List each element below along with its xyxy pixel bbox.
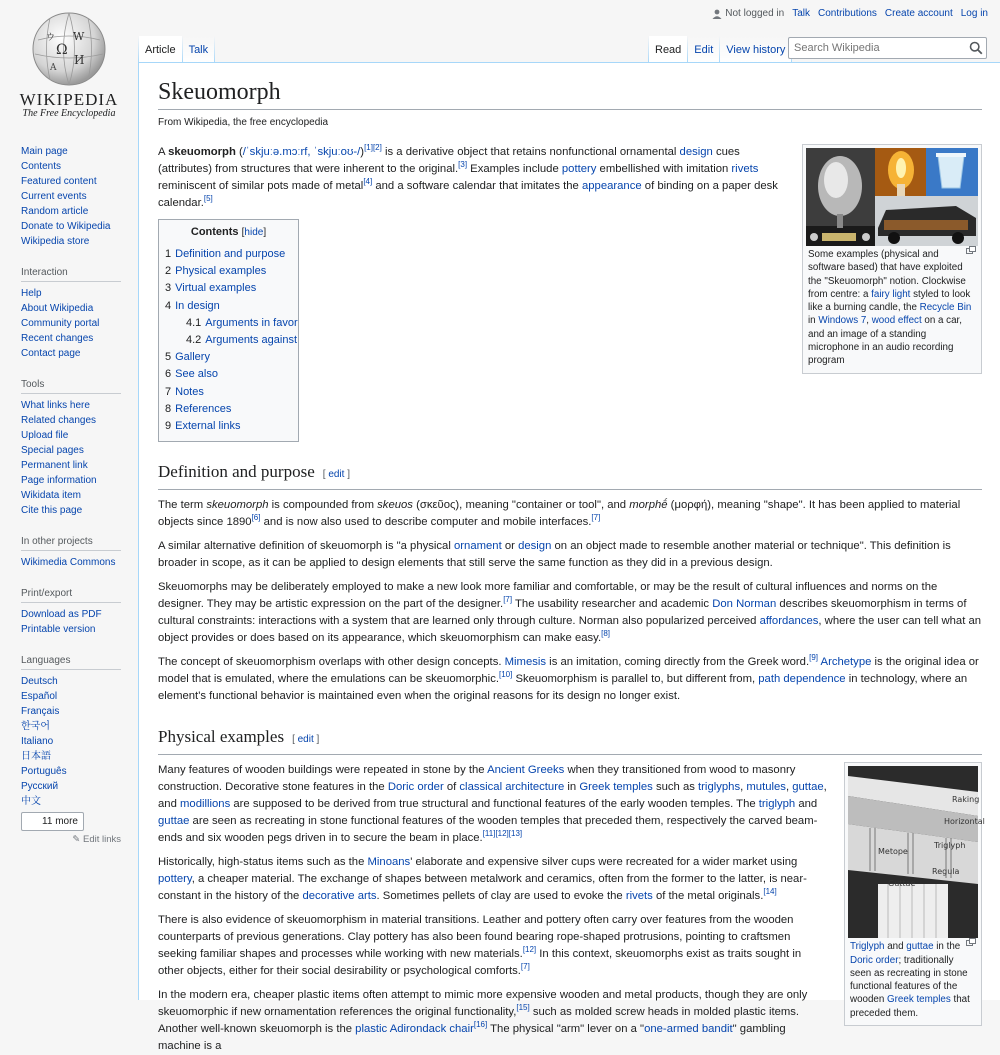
sidebar-heading-languages: Languages bbox=[21, 655, 121, 670]
edit-links-link[interactable]: Edit links bbox=[82, 834, 121, 845]
logo-tagline: The Free Encyclopedia bbox=[22, 108, 116, 119]
appearance-link[interactable]: appearance bbox=[581, 180, 642, 192]
guttae-link[interactable]: guttae bbox=[158, 815, 190, 828]
sidebar-item-wikidata-item[interactable]: Wikidata item bbox=[21, 490, 82, 501]
one-armed-bandit-link[interactable]: one-armed bandit bbox=[644, 1023, 733, 1036]
guttae-link[interactable]: guttae bbox=[906, 941, 934, 953]
lead-image-thumb bbox=[802, 144, 982, 374]
user-icon bbox=[712, 9, 722, 19]
sidebar-item-cite-page[interactable]: Cite this page bbox=[21, 505, 83, 516]
toc-item-number: 5 bbox=[165, 351, 172, 364]
sidebar-item-permanent-link[interactable]: Permanent link bbox=[21, 460, 88, 471]
doric-order-link[interactable]: Doric order bbox=[387, 781, 444, 794]
ref-link[interactable]: [16] bbox=[473, 1020, 488, 1030]
sidebar-item-lang-japanese[interactable]: 日本語 bbox=[21, 751, 51, 762]
rivets-link[interactable]: rivets bbox=[731, 163, 759, 175]
sidebar-item-lang-italiano[interactable]: Italiano bbox=[21, 736, 54, 747]
tab-article[interactable] bbox=[139, 36, 182, 63]
ref-link[interactable]: [14] bbox=[763, 887, 777, 897]
lead-paragraph: A skeuomorph (/ˈskjuːə.mɔːrf, ˈskjuːoʊ-/)[1][2] is a derivative object that retains nonfunctional ornamental design cues (attributes) from structures that were inherent to the original.[3] Examples include pottery embellished with imitation rivets reminiscent of similar pots made of metal[4] and a software calendar that imitates the appearance of binding on a paper desk calendar.[5] bbox=[158, 143, 778, 209]
sidebar-languages bbox=[21, 655, 121, 845]
skeuomorph-examples-image[interactable] bbox=[806, 148, 978, 246]
ref-link[interactable]: [5] bbox=[203, 194, 213, 204]
sidebar-item-featured-content[interactable]: Featured content bbox=[21, 176, 97, 187]
namespace-tabs bbox=[138, 36, 215, 62]
sidebar-item-donate[interactable]: Donate to Wikipedia bbox=[21, 221, 111, 232]
paragraph: There is also evidence of skeuomorphism in material transitions. Leather and pottery often carry over features from the wooden counterparts of previous generations. Clay pottery has also been found bearing rope-shaped protrusions, pointing to craftsmen seeking familiar shapes and processes while working with new materials.[12] In this context, skeuomorphs exist as traits sought in other objects, either for their social desirability or psychological comforts.[7] bbox=[158, 914, 802, 978]
create-account-link[interactable]: Create account bbox=[884, 8, 953, 19]
minoans-link[interactable]: Minoans bbox=[367, 856, 411, 869]
sidebar-navigation bbox=[21, 144, 121, 249]
mutules-link[interactable]: mutules bbox=[746, 781, 786, 794]
sidebar-item-lang-francais[interactable]: Français bbox=[21, 706, 60, 717]
sidebar-item-community-portal[interactable]: Community portal bbox=[21, 318, 100, 329]
fairy-light-link[interactable]: fairy light bbox=[871, 288, 911, 300]
classical-architecture-link[interactable]: classical architecture bbox=[459, 781, 565, 794]
triglyph-link[interactable]: triglyph bbox=[758, 798, 796, 811]
caption-text: styled to look like a burning candle, the bbox=[808, 288, 971, 314]
tab-read[interactable] bbox=[649, 36, 687, 63]
toc-list bbox=[165, 246, 298, 435]
toc-item-link[interactable]: References bbox=[175, 402, 232, 415]
toc-item-number: 7 bbox=[165, 385, 172, 398]
don-norman-link[interactable]: Don Norman bbox=[712, 598, 777, 611]
modillions-link[interactable]: modillions bbox=[180, 798, 231, 811]
diagram-label: Guttae bbox=[888, 879, 916, 889]
page-title: Skeuomorph bbox=[158, 77, 982, 110]
sidebar-item-about[interactable]: About Wikipedia bbox=[21, 303, 94, 314]
caption-text: Some examples (physical and software based) that have exploited the "Skeuomorph" notion. Clockwise from centre: a bbox=[808, 249, 966, 300]
sidebar-item-what-links-here[interactable]: What links here bbox=[21, 400, 90, 411]
sidebar-item-contents[interactable]: Contents bbox=[21, 161, 62, 172]
sidebar-item-upload-file[interactable]: Upload file bbox=[21, 430, 69, 441]
recycle-bin-link[interactable]: Recycle Bin bbox=[919, 302, 972, 314]
table-of-contents bbox=[158, 219, 299, 442]
tab-talk-label: Talk bbox=[188, 44, 209, 56]
ref-link[interactable]: [7] bbox=[520, 962, 530, 972]
sidebar-item-lang-russian[interactable]: Русский bbox=[21, 781, 59, 792]
toc-item[interactable] bbox=[165, 418, 292, 435]
caption-text: , bbox=[866, 315, 872, 327]
ref-link[interactable]: [11][12][13] bbox=[482, 829, 523, 839]
affordances-link[interactable]: affordances bbox=[759, 615, 819, 628]
toc-item-number: 9 bbox=[165, 420, 172, 433]
toc-item-number: 8 bbox=[165, 402, 172, 415]
ref-link[interactable]: [10] bbox=[498, 670, 513, 680]
toc-item[interactable] bbox=[165, 263, 292, 280]
sidebar-print-export bbox=[21, 588, 121, 637]
design-link[interactable]: design bbox=[518, 540, 552, 553]
tab-view-history[interactable] bbox=[720, 36, 791, 63]
sidebar-item-main-page[interactable]: Main page bbox=[21, 146, 68, 157]
sidebar-item-store[interactable]: Wikipedia store bbox=[21, 236, 90, 247]
toc-item-link[interactable]: Notes bbox=[175, 385, 204, 398]
tab-edit-label: Edit bbox=[694, 44, 714, 56]
sidebar-item-download-pdf[interactable]: Download as PDF bbox=[21, 609, 102, 620]
toc-item-number: 2 bbox=[165, 265, 172, 278]
toc-item-number: 4.2 bbox=[186, 334, 202, 347]
toc-item[interactable] bbox=[165, 332, 298, 349]
doric-caption: Triglyph and guttae in the Doric order; traditionally seen as recreating in stone functional features of the wooden Greek temples that preceded them. bbox=[848, 938, 978, 1022]
sidebar-item-related-changes[interactable]: Related changes bbox=[21, 415, 97, 426]
toc-item-number: 4 bbox=[165, 299, 172, 312]
search-box bbox=[788, 37, 987, 59]
ornament-link[interactable]: ornament bbox=[454, 540, 502, 553]
paragraph: Many features of wooden buildings were repeated in stone by the Ancient Greeks when they transitioned from wood to masonry construction. Decorative stone features in the Doric order of classical architecture in Greek temples such as triglyphs, mutules, guttae, and modillions are supposed to be derived from true structural and functional features of the early wooden temples. The triglyph and guttae are seen as recreating in stone functional features of the wooden temples that preceded them, respectively the carved beam-ends and six wooden pegs driven in to secure the beam in place.[11][12][13] bbox=[158, 764, 827, 845]
section-heading-physical: Physical examples [ edit ] bbox=[158, 725, 982, 755]
paragraph: A similar alternative definition of skeuomorph is "a physical ornament or design on an object made to resemble another material or technique". This definition is broader in scope, as it can be applied to design elements that still serve the same function as they did in a previous design. bbox=[158, 540, 951, 570]
toc-item-number: 4.1 bbox=[186, 316, 202, 329]
tab-read-label: Read bbox=[655, 44, 682, 56]
toc-item[interactable] bbox=[165, 401, 292, 418]
ref-link[interactable]: [4] bbox=[363, 177, 373, 187]
mimesis-link[interactable]: Mimesis bbox=[504, 656, 547, 669]
ref-link[interactable]: [7] bbox=[503, 595, 513, 605]
pencil-icon: ✎ bbox=[72, 834, 81, 845]
more-languages-label: 11 more bbox=[42, 816, 78, 827]
toc-item-link[interactable]: Arguments in favor bbox=[205, 316, 298, 329]
caption-text: in bbox=[808, 315, 819, 327]
greek-temples-link[interactable]: Greek temples bbox=[579, 781, 653, 794]
sidebar bbox=[0, 138, 138, 845]
diagram-label: Regula bbox=[932, 867, 960, 877]
toc-item-link[interactable]: Arguments against bbox=[205, 334, 298, 347]
ref-link[interactable]: [3] bbox=[458, 160, 468, 170]
toc-item-link[interactable]: In design bbox=[175, 299, 220, 312]
section-edit-link[interactable]: edit bbox=[297, 734, 314, 746]
sidebar-item-contact[interactable]: Contact page bbox=[21, 348, 81, 359]
tab-article-label: Article bbox=[145, 44, 176, 56]
sidebar-item-lang-chinese[interactable]: 中文 bbox=[21, 796, 41, 807]
doric-order-image[interactable] bbox=[848, 766, 985, 938]
doric-order-link[interactable]: Doric order bbox=[850, 954, 899, 966]
tab-edit[interactable] bbox=[688, 36, 719, 63]
svg-text:И: И bbox=[74, 53, 85, 67]
section-edit-link[interactable]: edit bbox=[328, 469, 345, 481]
triglyphs-link[interactable]: triglyphs bbox=[698, 781, 741, 794]
tab-view-history-label: View history bbox=[726, 44, 786, 56]
diagram-label: Metope bbox=[878, 847, 908, 857]
tab-talk[interactable] bbox=[183, 36, 215, 63]
toc-item-link[interactable]: Physical examples bbox=[175, 265, 267, 278]
sidebar-item-lang-portugues[interactable]: Português bbox=[21, 766, 67, 777]
ref-link[interactable]: [9] bbox=[809, 653, 819, 663]
article-content bbox=[138, 62, 1000, 1053]
ancient-greeks-link[interactable]: Ancient Greeks bbox=[487, 764, 565, 777]
sidebar-item-random-article[interactable]: Random article bbox=[21, 206, 89, 217]
enlarge-icon[interactable] bbox=[966, 246, 976, 254]
toc-item[interactable] bbox=[165, 384, 292, 401]
search-input[interactable] bbox=[789, 38, 959, 58]
triglyph-link[interactable]: Triglyph bbox=[850, 941, 885, 953]
not-logged-in bbox=[712, 8, 784, 19]
archetype-link[interactable]: Archetype bbox=[820, 656, 872, 669]
guttae-link[interactable]: guttae bbox=[792, 781, 824, 794]
toc-item-link[interactable]: Gallery bbox=[175, 351, 210, 364]
sidebar-interaction bbox=[21, 267, 121, 361]
toc-item-link[interactable]: Virtual examples bbox=[175, 282, 257, 295]
ref-link[interactable]: [7] bbox=[591, 513, 601, 523]
ref-link[interactable]: [15] bbox=[516, 1003, 530, 1013]
ref-link[interactable]: [8] bbox=[601, 629, 611, 639]
toc-item-number: 3 bbox=[165, 282, 172, 295]
toc-item-number: 1 bbox=[165, 248, 172, 260]
search-icon[interactable] bbox=[969, 41, 983, 55]
toc-item-link[interactable]: See also bbox=[175, 368, 218, 381]
sidebar-item-page-information[interactable]: Page information bbox=[21, 475, 97, 486]
toc-title-row: Contents [hide] bbox=[190, 226, 267, 238]
toc-title: Contents bbox=[190, 226, 239, 238]
adirondack-chair-link[interactable]: plastic Adirondack chair bbox=[355, 1023, 474, 1036]
pottery-link[interactable]: pottery bbox=[561, 163, 597, 175]
paragraph: The concept of skeuomorphism overlaps with other design concepts. Mimesis is an imitation, coming directly from the Greek word.[9] Archetype is the original idea or model that is emulated, where the emulations can be skeuomorphic.[10] Skeuomorphism is parallel to, but different from, path dependence in technology, where an element's functional behavior is maintained even when the original reasons for its design no longer exist. bbox=[158, 653, 979, 703]
paragraph: Historically, high-status items such as the Minoans' elaborate and expensive silver cups were recreated for a wider market using pottery, a cheaper material. The exchange of shapes between metalwork and ceramics, often from the former to the latter, is near-constant in the history of the decorative arts. Sometimes pellets of clay are used to evoke the rivets of the metal originals.[14] bbox=[158, 856, 807, 903]
rivets-link[interactable]: rivets bbox=[625, 890, 653, 903]
diagram-label: Raking bbox=[952, 795, 980, 805]
windows7-link[interactable]: Windows 7 bbox=[818, 315, 867, 327]
lead-image-caption bbox=[806, 246, 978, 370]
personal-tools bbox=[712, 8, 988, 19]
sidebar-item-recent-changes[interactable]: Recent changes bbox=[21, 333, 94, 344]
toc-item[interactable] bbox=[165, 298, 292, 315]
svg-text:W: W bbox=[73, 30, 85, 43]
toc-item[interactable] bbox=[165, 280, 292, 297]
sidebar-heading-print-export: Print/export bbox=[21, 588, 121, 603]
toc-item-link[interactable]: External links bbox=[175, 420, 241, 433]
diagram-label: Triglyph bbox=[934, 841, 966, 851]
toc-item-link[interactable]: Definition and purpose bbox=[175, 248, 286, 260]
svg-text:ウ: ウ bbox=[46, 33, 56, 43]
toc-item[interactable] bbox=[165, 246, 292, 263]
caption-text: on a car, and an image of a standing microphone in an audio recording program bbox=[808, 315, 962, 367]
greek-temples-link[interactable]: Greek temples bbox=[887, 994, 951, 1006]
sidebar-item-printable-version[interactable]: Printable version bbox=[21, 624, 96, 635]
enlarge-icon[interactable] bbox=[966, 938, 976, 946]
sidebar-item-wikimedia-commons[interactable]: Wikimedia Commons bbox=[21, 557, 116, 568]
diagram-label: Horizontal bbox=[944, 817, 985, 827]
not-logged-in-label: Not logged in bbox=[725, 8, 785, 19]
globe-icon bbox=[28, 10, 110, 88]
svg-text:A: A bbox=[50, 63, 57, 73]
lead-term: skeuomorph bbox=[168, 146, 236, 158]
sidebar-heading-other-projects: In other projects bbox=[21, 536, 121, 551]
wikipedia-logo[interactable] bbox=[0, 0, 138, 125]
log-in-link[interactable]: Log in bbox=[960, 8, 988, 19]
paragraph: The term skeuomorph is compounded from skeuos (σκεῦος), meaning "container or tool", and morphḗ (μορφή), meaning "shape". It has been applied to material objects since 1890[6] and is now also used to describe computer and mobile interfaces.[7] bbox=[158, 499, 961, 529]
ref-link[interactable]: [1][2] bbox=[364, 143, 382, 153]
view-tabs bbox=[648, 36, 792, 62]
site-subtitle: From Wikipedia, the free encyclopedia bbox=[158, 117, 329, 128]
wood-effect-link[interactable]: wood effect bbox=[871, 315, 922, 327]
design-link[interactable]: design bbox=[679, 146, 713, 158]
more-languages-button[interactable] bbox=[21, 812, 84, 831]
sidebar-item-lang-korean[interactable]: 한국어 bbox=[21, 721, 50, 732]
toc-hide-toggle[interactable]: hide bbox=[244, 227, 264, 238]
sidebar-heading-interaction: Interaction bbox=[21, 267, 121, 282]
sidebar-item-current-events[interactable]: Current events bbox=[21, 191, 87, 202]
toc-item[interactable] bbox=[165, 366, 292, 383]
sidebar-item-lang-deutsch[interactable]: Deutsch bbox=[21, 676, 58, 687]
ref-link[interactable]: [12] bbox=[522, 945, 537, 955]
paragraph: Skeuomorphs may be deliberately employed to make a new look more familiar and comfortable, or may be the result of cultural influences and norms on the designer. They may be artistic expression on the part of the designer.[7] The usability researcher and academic Don Norman describes skeuomorphism in terms of cultural constraints: interactions with a system that are learned only through culture. Norman also popularized perceived affordances, where the user can tell what an object provides or does based on its appearance, which skeuomorphism can make easy.[8] bbox=[158, 581, 982, 645]
ipa-link[interactable]: /ˈskjuːə.mɔːrf, ˈskjuːoʊ-/ bbox=[242, 146, 361, 158]
svg-text:Ω: Ω bbox=[56, 42, 68, 58]
sidebar-other-projects bbox=[21, 536, 121, 570]
paragraph: In the modern era, cheaper plastic items often attempt to mimic more expensive wooden and metal products, though they are only skeuomorphic if new ornamentation references the original functionality,[15] such as molded screw heads in molded plastic items. Another well-known skeuomorph is the plastic Adirondack chair[16] The physical "arm" lever on a "one-armed bandit" gambling machine is a bbox=[158, 989, 808, 1053]
ref-link[interactable]: [6] bbox=[251, 513, 261, 523]
sidebar-tools bbox=[21, 379, 121, 518]
sidebar-item-lang-espanol[interactable]: Español bbox=[21, 691, 58, 702]
toc-item[interactable] bbox=[165, 315, 298, 332]
toc-item-number: 6 bbox=[165, 368, 172, 381]
doric-order-thumb bbox=[844, 762, 985, 1026]
path-dependence-link[interactable]: path dependence bbox=[758, 673, 846, 686]
sidebar-item-special-pages[interactable]: Special pages bbox=[21, 445, 84, 456]
sidebar-item-help[interactable]: Help bbox=[21, 288, 42, 299]
contributions-link[interactable]: Contributions bbox=[818, 8, 877, 19]
decorative-arts-link[interactable]: decorative arts bbox=[302, 890, 377, 903]
sidebar-heading-tools: Tools bbox=[21, 379, 121, 394]
talk-link[interactable]: Talk bbox=[792, 8, 810, 19]
section-heading-definition: Definition and purpose [ edit ] bbox=[158, 460, 982, 490]
wordmark: WIKIPEDIA bbox=[19, 90, 119, 109]
toc-item[interactable] bbox=[165, 349, 292, 366]
pottery-link[interactable]: pottery bbox=[158, 873, 192, 886]
